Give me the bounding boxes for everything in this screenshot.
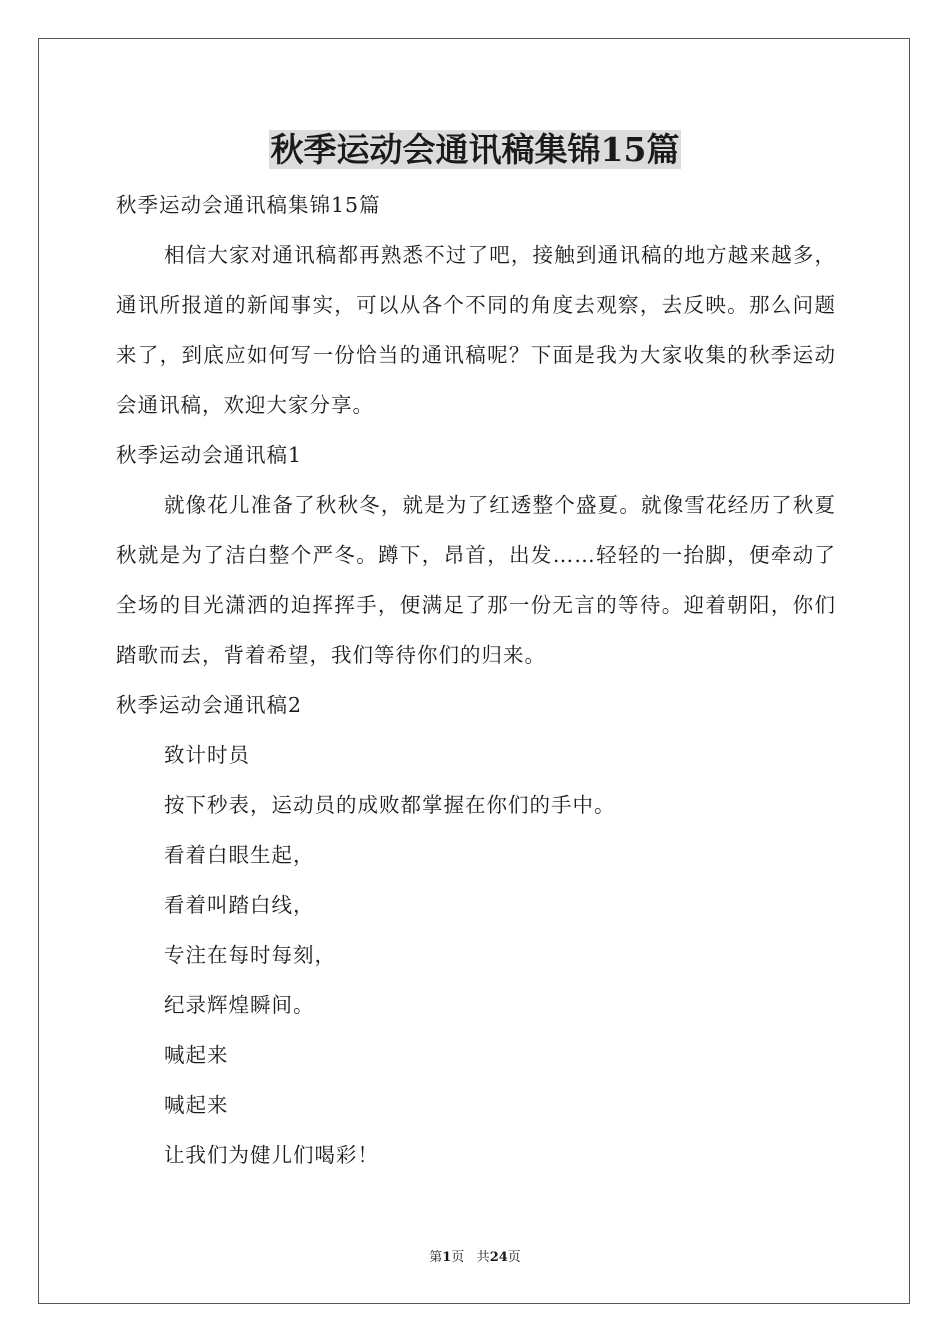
total-prefix: 共 xyxy=(476,1250,490,1265)
total-pages: 24 xyxy=(489,1250,508,1265)
intro-paragraph: 相信大家对通讯稿都再熟悉不过了吧，接触到通讯稿的地方越来越多，通讯所报道的新闻事实，可以从各个不同的角度去观察，去反映。那么问题来了，到底应如何写一份恰当的通讯稿呢？下面是我为大家收集的秋季运动会通讯稿，欢迎大家分享。 xyxy=(116,243,836,417)
page-prefix: 第 xyxy=(429,1250,443,1265)
poem-line: 看着白眼生起， xyxy=(164,843,315,867)
total-suffix: 页 xyxy=(507,1250,521,1265)
poem-line: 专注在每时每刻， xyxy=(164,943,336,967)
poem-line: 看着叫踏白线， xyxy=(164,893,315,917)
poem-line: 喊起来 xyxy=(164,1093,229,1117)
section-1-paragraph: 就像花儿准备了秋秋冬，就是为了红透整个盛夏。就像雪花经历了秋夏秋就是为了洁白整个严冬。蹲下，昂首，出发……轻轻的一抬脚，便牵动了全场的目光潇洒的迫挥挥手，便满足了那一份无言的等待。迎着朝阳，你们踏歌而去，背着希望，我们等待你们的归来。 xyxy=(116,493,836,667)
poem-line: 致计时员 xyxy=(164,743,250,767)
poem-line: 纪录辉煌瞬间。 xyxy=(164,993,315,1017)
poem-line: 喊起来 xyxy=(164,1043,229,1067)
poem-line: 让我们为健儿们喝彩！ xyxy=(164,1143,379,1167)
page-footer xyxy=(0,1246,950,1265)
subtitle: 秋季运动会通讯稿集锦15篇 xyxy=(116,193,381,217)
document-title-text: 秋季运动会通讯稿集锦15篇 xyxy=(270,130,680,169)
document-title xyxy=(0,126,950,174)
document-body xyxy=(116,180,836,1180)
section-2-heading: 秋季运动会通讯稿2 xyxy=(116,693,303,717)
section-1-heading: 秋季运动会通讯稿1 xyxy=(116,443,303,467)
page-number: 1 xyxy=(442,1250,452,1265)
poem-line: 按下秒表，运动员的成败都掌握在你们的手中。 xyxy=(164,793,616,817)
page-suffix: 页 xyxy=(451,1250,465,1265)
